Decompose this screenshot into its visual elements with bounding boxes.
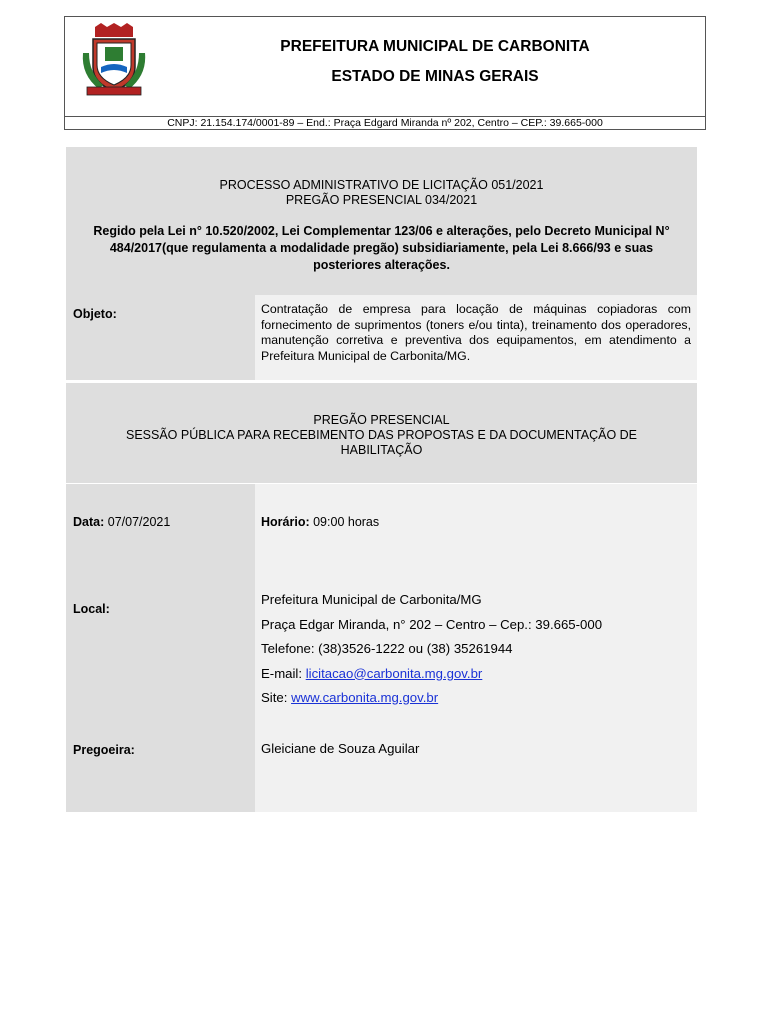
- site-label: Site:: [261, 690, 288, 705]
- objeto-text: Contratação de empresa para locação de máquinas copiadoras com fornecimento de suprimentos (toners e/ou tinta), treinamento dos operadores, manutenção corretiva e preventiva dos equipamentos, em atendimento a Prefeitura Municipal de Carbonita/MG.: [255, 295, 697, 380]
- pregoeira-name: Gleiciane de Souza Aguilar: [255, 707, 697, 812]
- horario-cell: [255, 484, 697, 585]
- horario-label: Horário:: [261, 515, 310, 529]
- document-header: [64, 16, 706, 130]
- sessao-subtitle-cont: HABILITAÇÃO: [340, 443, 423, 457]
- header-subtitle: ESTADO DE MINAS GERAIS: [331, 68, 539, 85]
- data-cell: [66, 515, 251, 529]
- local-details: [255, 585, 697, 707]
- processo-number: PROCESSO ADMINISTRATIVO DE LICITAÇÃO 051/2021: [219, 178, 544, 192]
- header-title: PREFEITURA MUNICIPAL DE CARBONITA: [280, 38, 590, 55]
- local-address: Praça Edgar Miranda, n° 202 – Centro – Cep.: 39.665-000: [261, 616, 603, 632]
- horario-value: 09:00 horas: [313, 515, 380, 529]
- sessao-subtitle: SESSÃO PÚBLICA PARA RECEBIMENTO DAS PROPOSTAS E DA DOCUMENTAÇÃO DE: [126, 428, 637, 442]
- pregoeira-label: Pregoeira:: [73, 743, 135, 757]
- data-horario-row: [66, 484, 697, 585]
- email-link[interactable]: licitacao@carbonita.mg.gov.br: [305, 665, 483, 681]
- pregoeira-row: [66, 707, 697, 812]
- local-name: Prefeitura Municipal de Carbonita/MG: [261, 592, 482, 607]
- pregao-number: PREGÃO PRESENCIAL 034/2021: [285, 193, 478, 207]
- data-value: 07/07/2021: [107, 515, 171, 529]
- local-row: [66, 585, 697, 707]
- data-label: Data:: [73, 515, 105, 529]
- local-label: Local:: [73, 602, 110, 616]
- cnpj-address-line: CNPJ: 21.154.174/0001-89 – End.: Praça Edgard Miranda nº 202, Centro – CEP.: 39.665-000: [65, 116, 705, 131]
- legal-basis: Regido pela Lei n° 10.520/2002, Lei Complementar 123/06 e alterações, pelo Decreto Municipal N° 484/2017(que regulamenta a modalidade pregão) subsidiariamente, pela Lei 8.666/93 e suas posteriores alterações.: [93, 224, 670, 272]
- sessao-title: PREGÃO PRESENCIAL: [313, 413, 450, 427]
- local-telefone: Telefone: (38)3526-1222 ou (38) 35261944: [261, 641, 513, 656]
- objeto-label: Objeto:: [73, 307, 117, 321]
- site-link[interactable]: www.carbonita.mg.gov.br: [291, 690, 439, 705]
- municipal-coat-of-arms-icon: [79, 23, 149, 99]
- local-email-line: [261, 662, 691, 687]
- processo-panel: [66, 147, 697, 295]
- objeto-row: [66, 295, 697, 380]
- sessao-panel: [66, 383, 697, 483]
- email-label: E-mail:: [261, 665, 303, 681]
